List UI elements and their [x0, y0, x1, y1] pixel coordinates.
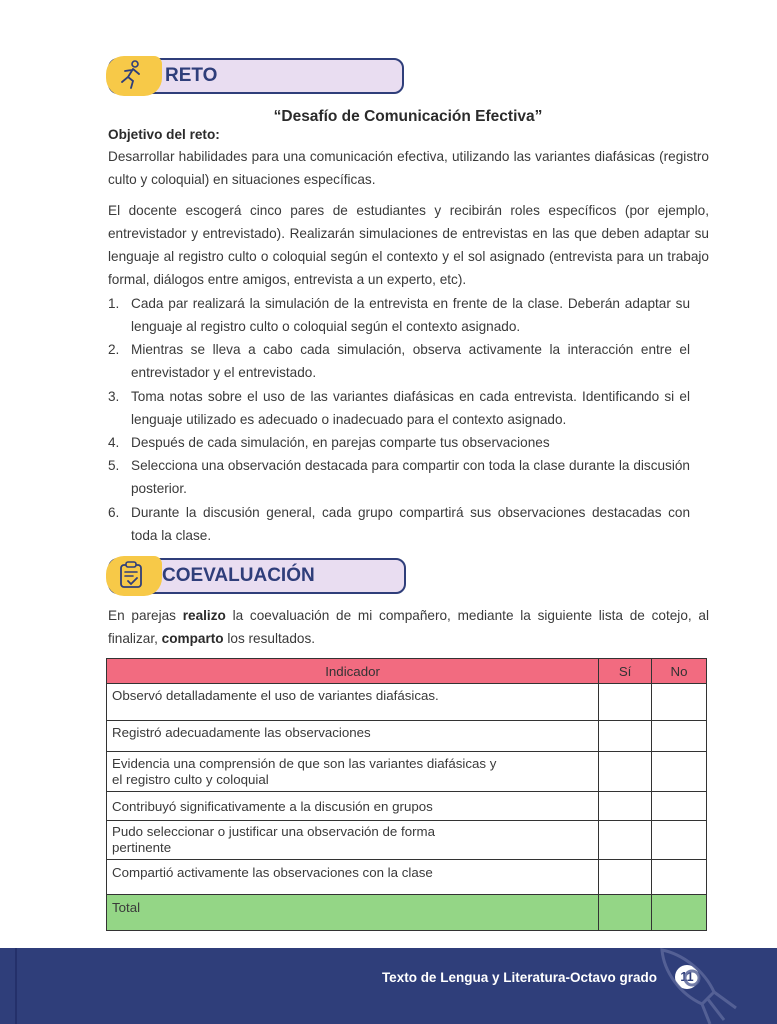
indicator-cell: Compartió activamente las observaciones con la clase: [107, 860, 599, 895]
rocket-icon: [652, 948, 747, 1024]
indicator-cell: Observó detalladamente el uso de variantes diafásicas.: [107, 684, 599, 721]
reto-banner: [108, 58, 404, 94]
table-header-row: [107, 659, 707, 684]
book-title: Texto de Lengua y Literatura-Octavo grado: [381, 970, 657, 985]
indicator-cell: Pudo seleccionar o justificar una observación de forma pertinente: [107, 821, 599, 860]
list-item: [108, 338, 690, 384]
no-cell[interactable]: [652, 684, 707, 721]
table-row: [107, 792, 707, 821]
table-row: [107, 752, 707, 792]
coevaluacion-banner: [108, 558, 406, 594]
indicator-cell: Evidencia una comprensión de que son las variantes diafásicas y el registro culto y coloquial: [107, 752, 599, 792]
intro-text: la coevaluación de mi compañero, mediante la siguiente lista de cotejo, al finalizar,: [108, 608, 709, 646]
total-no-cell[interactable]: [652, 895, 707, 931]
list-item: [108, 431, 690, 454]
coevaluacion-intro: [108, 604, 709, 650]
page-number: 11: [675, 965, 699, 989]
list-item: [108, 385, 690, 431]
reto-title: “Desafío de Comunicación Efectiva”: [273, 108, 543, 125]
list-text: Durante la discusión general, cada grupo compartirá sus observaciones destacadas con toda la clase.: [131, 505, 690, 543]
total-label: Total: [107, 895, 599, 931]
list-number: 4.: [108, 435, 120, 450]
si-cell[interactable]: [599, 821, 652, 860]
coevaluacion-heading: COEVALUACIÓN: [162, 565, 315, 586]
no-cell[interactable]: [652, 721, 707, 752]
list-number: 2.: [108, 342, 120, 357]
no-cell[interactable]: [652, 860, 707, 895]
list-item: [108, 454, 690, 500]
list-number: 3.: [108, 389, 120, 404]
clipboard-check-icon: [106, 556, 162, 596]
list-text: Toma notas sobre el uso de las variantes diafásicas en cada entrevista. Identificando si el lenguaje utilizado es adecuado o inadecuado para el contexto asignado.: [131, 389, 690, 427]
reto-heading: RETO: [165, 65, 218, 86]
list-item: [108, 292, 690, 338]
header-no: No: [652, 659, 707, 684]
table-row: [107, 721, 707, 752]
list-number: 1.: [108, 296, 120, 311]
indicator-cell: Registró adecuadamente las observaciones: [107, 721, 599, 752]
no-cell[interactable]: [652, 821, 707, 860]
table-total-row: [107, 895, 707, 931]
list-text: Cada par realizará la simulación de la entrevista en frente de la clase. Deberán adaptar su lenguaje al registro culto o coloquial según el contexto asignado.: [131, 296, 690, 334]
no-cell[interactable]: [652, 792, 707, 821]
objective-text: Desarrollar habilidades para una comunicación efectiva, utilizando las variantes diafásicas (registro culto y coloquial) en situaciones específicas.: [108, 149, 709, 187]
list-number: 5.: [108, 458, 120, 473]
intro-bold: comparto: [161, 631, 224, 646]
si-cell[interactable]: [599, 721, 652, 752]
si-cell[interactable]: [599, 684, 652, 721]
page-footer: [0, 948, 777, 1024]
si-cell[interactable]: [599, 752, 652, 792]
checklist-table: [106, 658, 707, 931]
si-cell[interactable]: [599, 792, 652, 821]
indicator-cell: Contribuyó significativamente a la discusión en grupos: [107, 792, 599, 821]
no-cell[interactable]: [652, 752, 707, 792]
table-row: [107, 821, 707, 860]
table-row: [107, 684, 707, 721]
list-text: Mientras se lleva a cabo cada simulación, observa activamente la interacción entre el entrevistador y el entrevistado.: [131, 342, 690, 380]
si-cell[interactable]: [599, 860, 652, 895]
total-si-cell[interactable]: [599, 895, 652, 931]
table-row: [107, 860, 707, 895]
reto-intro: El docente escogerá cinco pares de estudiantes y recibirán roles específicos (por ejemplo, entrevistador y entrevistado). Realizarán simulaciones de entrevistas en las que deben adaptar su lenguaje al registro culto o coloquial según el contexto y el sol asignado (entrevista para un trabajo formal, diálogos entre amigos, entrevista a un experto, etc).: [108, 203, 709, 287]
list-number: 6.: [108, 505, 120, 520]
header-indicador: Indicador: [107, 659, 599, 684]
list-text: Después de cada simulación, en parejas comparte tus observaciones: [131, 435, 550, 450]
intro-text: En parejas: [108, 608, 183, 623]
intro-bold: realizo: [182, 608, 226, 623]
intro-text: los resultados.: [223, 631, 316, 646]
list-text: Selecciona una observación destacada para compartir con toda la clase durante la discusión posterior.: [131, 458, 690, 496]
header-si: Sí: [599, 659, 652, 684]
list-item: [108, 501, 690, 547]
footer-divider: [15, 948, 17, 1024]
running-person-icon: [106, 56, 162, 96]
objective-label: Objetivo del reto:: [108, 127, 220, 142]
